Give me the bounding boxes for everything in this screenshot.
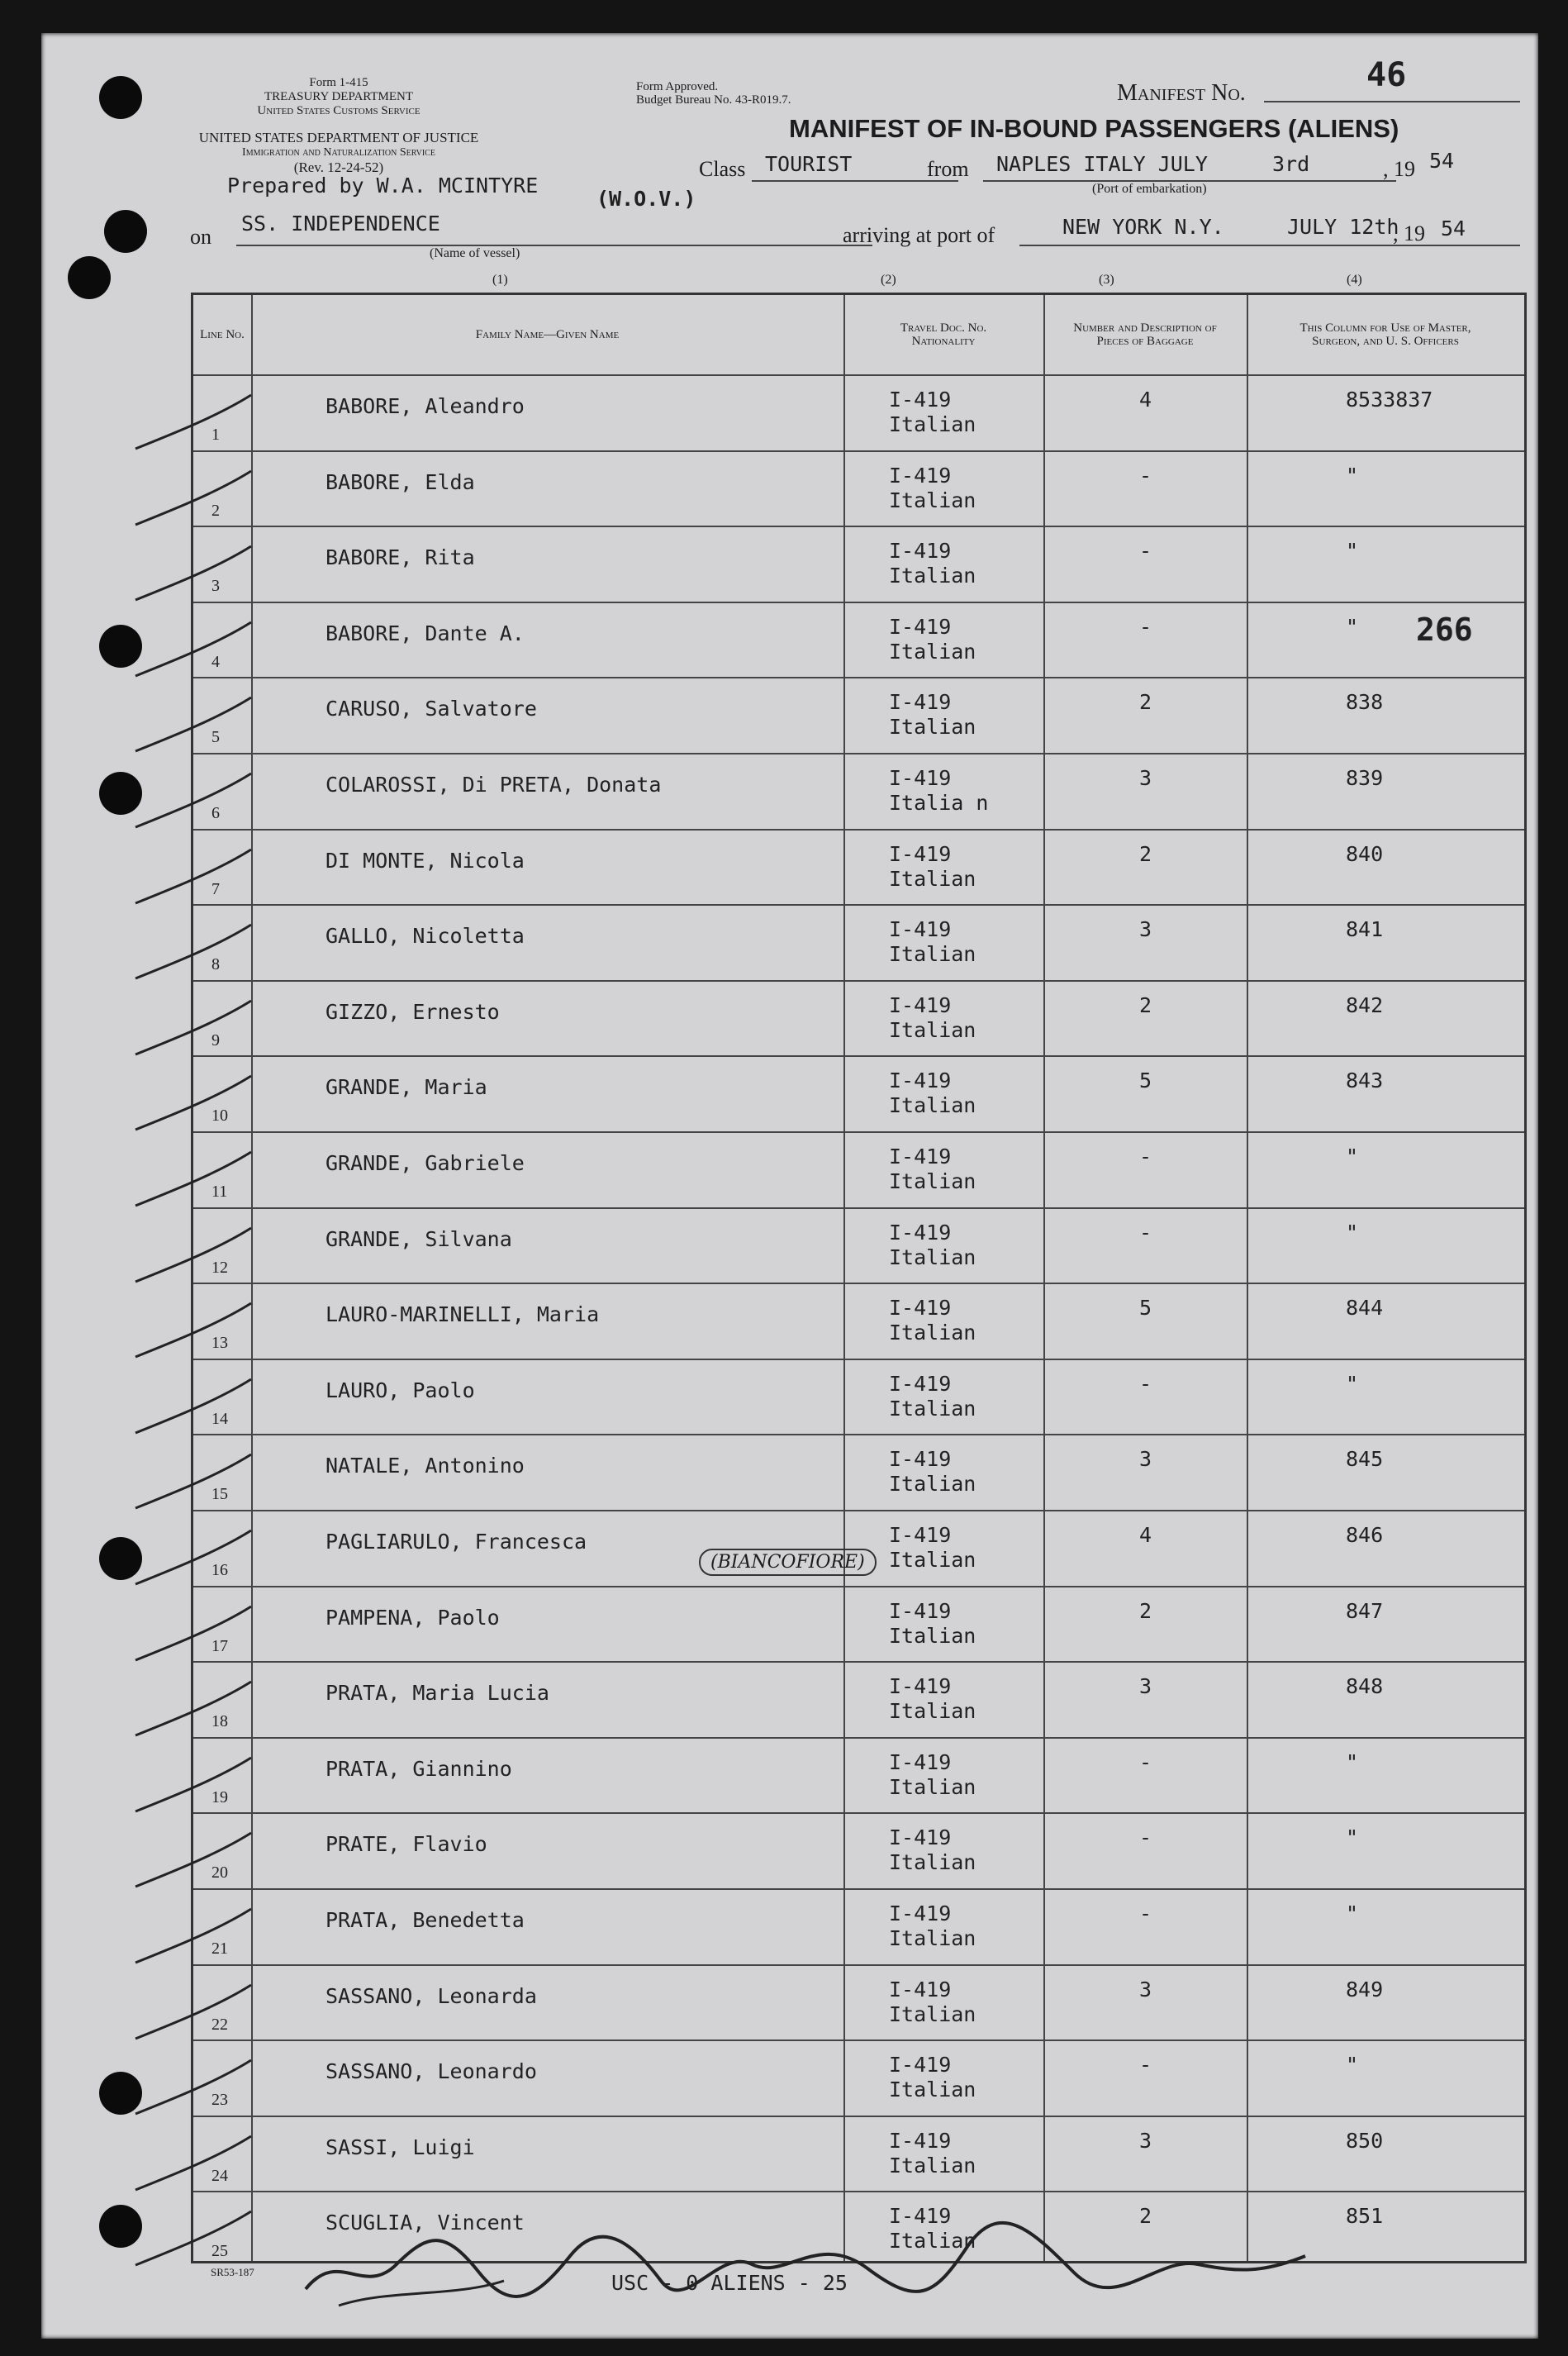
baggage-count: - <box>1139 1145 1152 1168</box>
passenger-name: LAURO, Paolo <box>325 1378 475 1402</box>
travel-doc-number: I-419 <box>889 1220 952 1245</box>
baggage-count: 2 <box>1139 690 1152 715</box>
officer-column-value: 848 <box>1346 1674 1384 1699</box>
passenger-name: SASSANO, Leonarda <box>325 1983 537 2008</box>
prepared-by: Prepared by W.A. MCINTYRE <box>227 174 539 198</box>
year-prefix: , 19 <box>1383 157 1415 181</box>
line-number: 22 <box>211 2015 228 2034</box>
nationality: Italian <box>889 488 976 512</box>
col-header-travel-doc: Travel Doc. No. Nationality <box>900 321 987 348</box>
col-header-officers: This Column for Use of Master, Surgeon, and U. S. Officers <box>1300 321 1471 348</box>
check-mark-icon <box>127 693 259 759</box>
line-number: 25 <box>211 2242 228 2261</box>
check-mark-icon <box>127 1905 259 1971</box>
line-number: 4 <box>211 652 220 671</box>
travel-doc-number: I-419 <box>889 1069 952 1093</box>
line-number: 12 <box>211 1258 228 1277</box>
treasury-dept: TREASURY DEPARTMENT <box>264 90 414 103</box>
maiden-name-note: (BIANCOFIORE) <box>699 1549 877 1576</box>
check-mark-icon <box>127 618 259 684</box>
nationality: Italian <box>889 639 976 664</box>
officer-column-value: " <box>1346 614 1359 639</box>
baggage-count: - <box>1139 1825 1152 1850</box>
check-mark-icon <box>127 391 259 457</box>
line-number: 24 <box>211 2166 228 2185</box>
travel-doc-number: I-419 <box>889 841 952 866</box>
line-number: 16 <box>211 1561 228 1579</box>
check-mark-icon <box>127 1224 259 1290</box>
travel-doc-number: I-419 <box>889 1371 952 1396</box>
passenger-name: SCUGLIA, Vincent <box>325 2211 525 2235</box>
line-number: 19 <box>211 1787 228 1806</box>
table-row <box>193 753 1524 830</box>
passenger-name: PRATE, Flavio <box>325 1832 487 1857</box>
table-row <box>193 904 1524 981</box>
baggage-count: 2 <box>1139 841 1152 866</box>
table-row <box>193 602 1524 678</box>
baggage-count: 2 <box>1139 2204 1152 2229</box>
arriving-label: arriving at port of <box>843 223 995 247</box>
check-mark-icon <box>127 467 259 533</box>
line-number: 21 <box>211 1940 228 1958</box>
officer-column-value: " <box>1346 1371 1359 1396</box>
travel-doc-number: I-419 <box>889 1145 952 1168</box>
passenger-name: NATALE, Antonino <box>325 1454 525 1478</box>
vessel-caption: (Name of vessel) <box>430 246 520 260</box>
embarkation-port: NAPLES ITALY JULY <box>996 152 1208 176</box>
side-number: 266 <box>1416 612 1473 648</box>
nationality: Italian <box>889 1926 976 1950</box>
form-revision: (Rev. 12-24-52) <box>293 159 384 175</box>
punch-hole <box>104 210 147 253</box>
officer-column-value: " <box>1346 1901 1359 1925</box>
check-mark-icon <box>127 1450 259 1516</box>
col-number: (4) <box>1347 273 1362 287</box>
nationality: Italian <box>889 1472 976 1497</box>
check-mark-icon <box>127 2056 259 2122</box>
baggage-count: - <box>1139 614 1152 639</box>
nationality: Italian <box>889 1093 976 1118</box>
vessel-name: SS. INDEPENDENCE <box>241 212 440 236</box>
nationality: Italian <box>889 942 976 967</box>
arrival-year: 54 <box>1441 217 1466 240</box>
col-header-line: Line No. <box>200 328 245 341</box>
from-label: from <box>927 157 969 181</box>
officer-column-value: 850 <box>1346 2128 1384 2153</box>
passenger-name: PRATA, Benedetta <box>325 1908 525 1932</box>
line-number: 8 <box>211 955 220 974</box>
nationality: Italian <box>889 2001 976 2026</box>
table-row <box>193 374 1524 451</box>
table-row <box>193 1055 1524 1132</box>
arrival-date: JULY 12th <box>1287 215 1399 239</box>
passenger-name: PAGLIARULO, Francesca <box>325 1530 587 1554</box>
check-mark-icon <box>127 2132 259 2198</box>
officer-column-value: 838 <box>1346 690 1384 715</box>
officer-column-value: 844 <box>1346 1296 1384 1321</box>
baggage-count: - <box>1139 1901 1152 1925</box>
table-row <box>193 450 1524 527</box>
preparer-initials: (W.O.V.) <box>596 187 696 211</box>
passenger-name: CARUSO, Salvatore <box>325 697 537 721</box>
table-row <box>193 1586 1524 1663</box>
officer-column-value: 845 <box>1346 1447 1384 1472</box>
check-mark-icon <box>127 1602 259 1668</box>
check-mark-icon <box>127 769 259 835</box>
travel-doc-number: I-419 <box>889 388 952 412</box>
line-number: 3 <box>211 577 220 596</box>
manifest-sheet <box>41 33 1538 2339</box>
table-row <box>193 1737 1524 1814</box>
ins-service: Immigration and Naturalization Service <box>242 146 435 159</box>
check-mark-icon <box>127 1678 259 1744</box>
nationality: Italian <box>889 412 976 436</box>
travel-doc-number: I-419 <box>889 1749 952 1774</box>
officer-column-value: " <box>1346 539 1359 564</box>
manifest-number: 46 <box>1366 56 1407 94</box>
check-mark-icon <box>127 921 259 987</box>
table-row <box>193 1283 1524 1359</box>
nationality: Italian <box>889 1169 976 1193</box>
travel-doc-number: I-419 <box>889 1674 952 1699</box>
baggage-count: 3 <box>1139 2128 1152 2153</box>
justice-dept: UNITED STATES DEPARTMENT OF JUSTICE <box>198 130 479 145</box>
check-mark-icon <box>127 1754 259 1820</box>
officer-column-value: " <box>1346 463 1359 488</box>
check-mark-icon <box>127 1148 259 1214</box>
nationality: Italian <box>889 2153 976 2178</box>
on-label: on <box>190 225 211 249</box>
col-header-baggage: Number and Description of Pieces of Baggage <box>1073 321 1217 348</box>
line-number: 1 <box>211 426 220 444</box>
line-number: 13 <box>211 1334 228 1353</box>
travel-doc-number: I-419 <box>889 1598 952 1623</box>
form-number: Form 1-415 <box>309 76 368 89</box>
travel-doc-number: I-419 <box>889 917 952 942</box>
passenger-name: GRANDE, Silvana <box>325 1226 512 1251</box>
officer-column-value: " <box>1346 1145 1359 1168</box>
officer-signature <box>289 2198 1322 2314</box>
check-mark-icon <box>127 1299 259 1365</box>
nationality: Italian <box>889 866 976 891</box>
officer-column-value: 840 <box>1346 841 1384 866</box>
line-number: 23 <box>211 2091 228 2110</box>
baggage-count: 5 <box>1139 1296 1152 1321</box>
passenger-name: COLAROSSI, Di PRETA, Donata <box>325 773 662 797</box>
nationality: Italian <box>889 2078 976 2102</box>
line-number: 20 <box>211 1863 228 1882</box>
baggage-count: 5 <box>1139 1069 1152 1093</box>
travel-doc-number: I-419 <box>889 766 952 790</box>
passenger-name: BABORE, Dante A. <box>325 621 525 645</box>
line-number: 17 <box>211 1636 228 1655</box>
arrival-port: NEW YORK N.Y. <box>1062 215 1224 239</box>
baggage-count: - <box>1139 463 1152 488</box>
baggage-count: - <box>1139 1220 1152 1245</box>
check-mark-icon <box>127 997 259 1063</box>
budget-bureau: Budget Bureau No. 43-R019.7. <box>636 93 791 107</box>
baggage-count: - <box>1139 539 1152 564</box>
travel-doc-number: I-419 <box>889 1977 952 2001</box>
check-mark-icon <box>127 1375 259 1441</box>
table-row <box>193 1207 1524 1284</box>
embarkation-day: 3rd <box>1272 152 1310 176</box>
baggage-count: 3 <box>1139 917 1152 942</box>
travel-doc-number: I-419 <box>889 1296 952 1321</box>
customs-service: United States Customs Service <box>257 104 421 117</box>
line-number: 10 <box>211 1107 228 1126</box>
line-number: 18 <box>211 1712 228 1731</box>
line-number: 14 <box>211 1409 228 1428</box>
port-caption: (Port of embarkation) <box>1092 182 1207 196</box>
punch-hole <box>68 256 111 299</box>
table-row <box>193 2039 1524 2116</box>
col-header-name: Family Name—Given Name <box>475 328 620 341</box>
baggage-count: 4 <box>1139 1523 1152 1547</box>
form-approved: Form Approved. <box>636 80 719 93</box>
class-value: TOURIST <box>765 152 853 176</box>
travel-doc-number: I-419 <box>889 1901 952 1925</box>
line-number: 5 <box>211 728 220 747</box>
col-number: (3) <box>1099 273 1114 287</box>
passenger-name: SASSI, Luigi <box>325 2135 475 2159</box>
officer-column-value: " <box>1346 1825 1359 1850</box>
table-row <box>193 2116 1524 2192</box>
officer-column-value: 841 <box>1346 917 1384 942</box>
col-number: (1) <box>492 273 508 287</box>
nationality: Italian <box>889 1548 976 1572</box>
nationality: Italian <box>889 564 976 588</box>
check-mark-icon <box>127 1981 259 2047</box>
passenger-name: PRATA, Giannino <box>325 1756 512 1781</box>
baggage-count: 4 <box>1139 388 1152 412</box>
nationality: Italian <box>889 1321 976 1345</box>
col-number: (2) <box>881 273 896 287</box>
line-number: 9 <box>211 1030 220 1049</box>
passenger-name: BABORE, Elda <box>325 469 475 494</box>
travel-doc-number: I-419 <box>889 539 952 564</box>
check-mark-icon <box>127 845 259 911</box>
table-row <box>193 1661 1524 1738</box>
passenger-name: GRANDE, Gabriele <box>325 1151 525 1175</box>
form-code: SR53-187 <box>211 2266 254 2278</box>
check-mark-icon <box>127 542 259 608</box>
nationality: Italian <box>889 2229 976 2254</box>
baggage-count: 2 <box>1139 1598 1152 1623</box>
line-number: 15 <box>211 1485 228 1504</box>
table-row <box>193 677 1524 754</box>
officer-column-value: 846 <box>1346 1523 1384 1547</box>
officer-column-value: 839 <box>1346 766 1384 790</box>
officer-column-value: 842 <box>1346 992 1384 1017</box>
table-row <box>193 1812 1524 1889</box>
class-label: Class <box>699 157 746 181</box>
nationality: Italian <box>889 1396 976 1421</box>
travel-doc-number: I-419 <box>889 1447 952 1472</box>
manifest-title: MANIFEST OF IN-BOUND PASSENGERS (ALIENS) <box>789 114 1399 143</box>
table-row <box>193 980 1524 1057</box>
line-number: 11 <box>211 1183 228 1201</box>
table-row <box>193 1964 1524 2041</box>
baggage-count: 3 <box>1139 1977 1152 2001</box>
officer-column-value: 843 <box>1346 1069 1384 1093</box>
check-mark-icon <box>127 2207 259 2273</box>
travel-doc-number: I-419 <box>889 614 952 639</box>
line-number: 2 <box>211 501 220 520</box>
officer-column-value: 8533837 <box>1346 388 1433 412</box>
passenger-table <box>191 293 1527 2263</box>
passenger-name: PAMPENA, Paolo <box>325 1605 500 1630</box>
embarkation-year: 54 <box>1429 149 1455 173</box>
officer-column-value: 849 <box>1346 1977 1384 2001</box>
nationality: Italian <box>889 1774 976 1799</box>
passenger-name: GIZZO, Ernesto <box>325 999 500 1024</box>
passenger-name: GRANDE, Maria <box>325 1075 487 1100</box>
passenger-name: BABORE, Aleandro <box>325 394 525 418</box>
officer-column-value: " <box>1346 1749 1359 1774</box>
travel-doc-number: I-419 <box>889 2128 952 2153</box>
travel-doc-number: I-419 <box>889 992 952 1017</box>
table-row <box>193 1131 1524 1208</box>
baggage-count: 3 <box>1139 1447 1152 1472</box>
check-mark-icon <box>127 1829 259 1895</box>
nationality: Italia n <box>889 791 989 815</box>
passenger-name: BABORE, Rita <box>325 545 475 570</box>
punch-hole <box>99 76 142 119</box>
passenger-name: PRATA, Maria Lucia <box>325 1681 549 1706</box>
nationality: Italian <box>889 1017 976 1042</box>
line-number: 6 <box>211 804 220 822</box>
officer-column-value: 851 <box>1346 2204 1384 2229</box>
travel-doc-number: I-419 <box>889 2204 952 2229</box>
baggage-count: - <box>1139 1371 1152 1396</box>
passenger-name: LAURO-MARINELLI, Maria <box>325 1302 600 1327</box>
check-mark-icon <box>127 1526 259 1592</box>
baggage-count: 3 <box>1139 766 1152 790</box>
year-prefix: , 19 <box>1393 221 1425 245</box>
line-number: 7 <box>211 879 220 898</box>
baggage-count: - <box>1139 1749 1152 1774</box>
travel-doc-number: I-419 <box>889 690 952 715</box>
manifest-label: Manifest No. <box>1117 80 1246 106</box>
nationality: Italian <box>889 1245 976 1269</box>
table-row <box>193 1888 1524 1965</box>
travel-doc-number: I-419 <box>889 1523 952 1547</box>
nationality: Italian <box>889 1623 976 1648</box>
nationality: Italian <box>889 1699 976 1724</box>
passenger-name: SASSANO, Leonardo <box>325 2059 537 2084</box>
baggage-count: - <box>1139 2053 1152 2078</box>
officer-column-value: " <box>1346 2053 1359 2078</box>
table-row <box>193 829 1524 906</box>
table-row <box>193 1434 1524 1511</box>
passenger-name: DI MONTE, Nicola <box>325 848 525 873</box>
table-row <box>193 526 1524 602</box>
officer-column-value: " <box>1346 1220 1359 1245</box>
travel-doc-number: I-419 <box>889 463 952 488</box>
table-row <box>193 1359 1524 1435</box>
check-mark-icon <box>127 1072 259 1138</box>
nationality: Italian <box>889 1850 976 1875</box>
baggage-count: 3 <box>1139 1674 1152 1699</box>
officer-column-value: 847 <box>1346 1598 1384 1623</box>
baggage-count: 2 <box>1139 992 1152 1017</box>
nationality: Italian <box>889 715 976 740</box>
totals-line: USC - 0 ALIENS - 25 <box>611 2271 848 2295</box>
passenger-name: GALLO, Nicoletta <box>325 924 525 949</box>
travel-doc-number: I-419 <box>889 2053 952 2078</box>
travel-doc-number: I-419 <box>889 1825 952 1850</box>
